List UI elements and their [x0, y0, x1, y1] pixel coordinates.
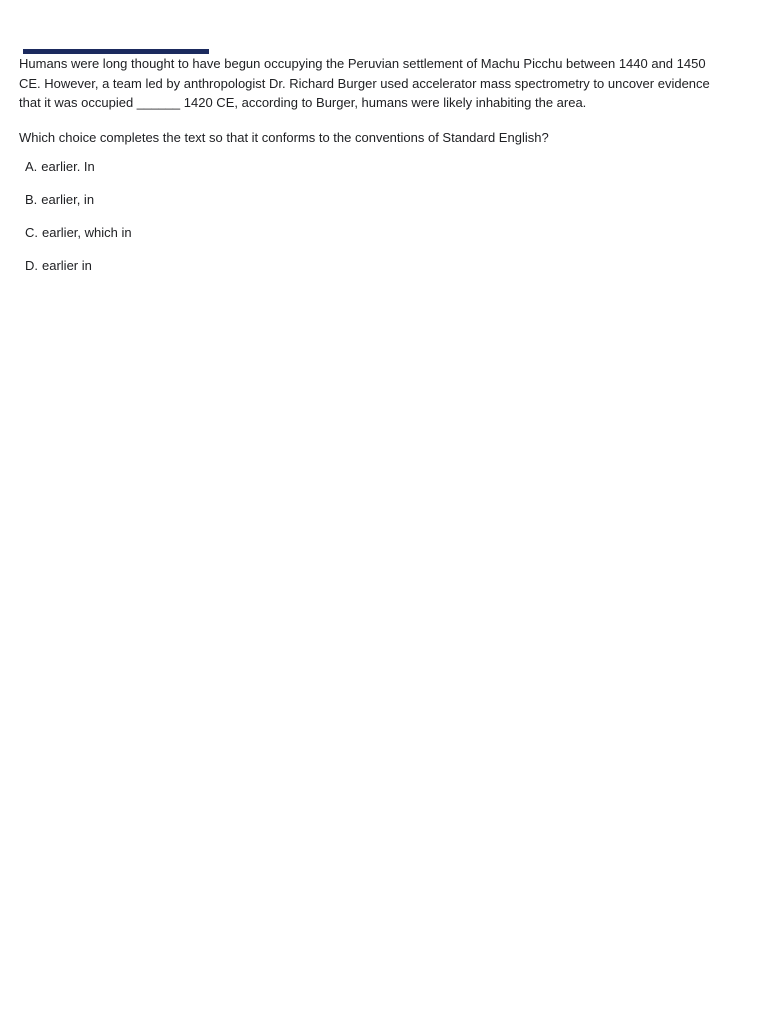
choice-d-text: earlier in — [42, 258, 92, 273]
passage-line-2: CE. However, a team led by anthropologist Dr. Richard Burger used accelerator mass spectrometry to uncover evidence — [19, 75, 710, 91]
choice-a-letter: A. — [25, 159, 38, 174]
passage-text — [19, 54, 741, 113]
question-prompt: Which choice completes the text so that it conforms to the conventions of Standard English? — [19, 130, 549, 145]
choice-c-text: earlier, which in — [42, 225, 132, 240]
choice-b-letter: B. — [25, 192, 38, 207]
passage-line-1: Humans were long thought to have begun occupying the Peruvian settlement of Machu Picchu between 1440 and 1450 — [19, 56, 706, 71]
choice-d[interactable] — [25, 257, 132, 275]
choice-b[interactable] — [25, 191, 132, 209]
choice-a-text: earlier. In — [41, 159, 95, 174]
choice-a[interactable] — [25, 158, 132, 176]
answer-choices — [25, 158, 132, 290]
choice-b-text: earlier, in — [41, 192, 95, 207]
choice-c[interactable] — [25, 224, 132, 242]
choice-d-letter: D. — [25, 258, 38, 273]
passage-line-3: that it was occupied ______ 1420 CE, according to Burger, humans were likely inhabiting the area. — [19, 95, 587, 110]
choice-c-letter: C. — [25, 225, 38, 240]
